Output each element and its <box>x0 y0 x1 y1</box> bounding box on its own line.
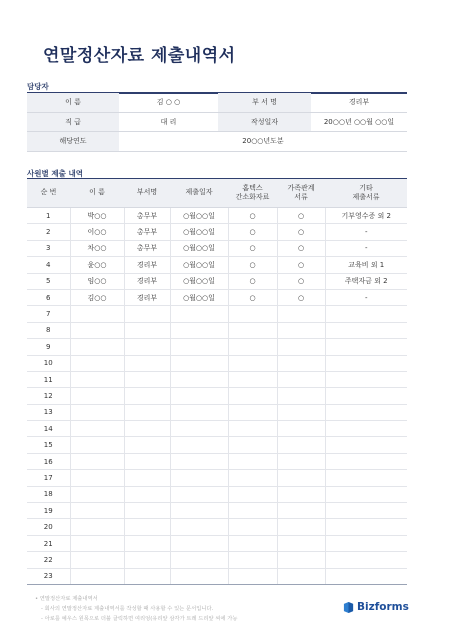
row-number: 1 <box>27 208 70 224</box>
table-row <box>27 257 407 273</box>
row-number: 13 <box>27 404 70 420</box>
family-check[interactable] <box>277 470 325 486</box>
table-row <box>27 470 407 486</box>
hometax-check[interactable] <box>228 421 277 437</box>
employee-name[interactable]: 차○○ <box>70 240 124 256</box>
family-check[interactable] <box>277 355 325 371</box>
etc-docs[interactable]: - <box>325 289 407 305</box>
manager-row-name <box>27 93 407 112</box>
manager-row-year <box>27 132 407 152</box>
date-value[interactable]: 20○○년 ○○월 ○○일 <box>311 112 407 132</box>
submit-date[interactable]: ○월○○일 <box>170 208 228 224</box>
etc-docs[interactable] <box>325 339 407 355</box>
submit-date[interactable] <box>170 437 228 453</box>
table-row <box>27 568 407 584</box>
hometax-check[interactable] <box>228 388 277 404</box>
row-number: 21 <box>27 535 70 551</box>
etc-docs[interactable] <box>325 388 407 404</box>
etc-docs[interactable] <box>325 503 407 519</box>
table-row <box>27 388 407 404</box>
family-check[interactable] <box>277 552 325 568</box>
hometax-check[interactable] <box>228 552 277 568</box>
employee-name[interactable] <box>70 355 124 371</box>
submit-date[interactable]: ○월○○일 <box>170 224 228 240</box>
submit-date[interactable] <box>170 404 228 420</box>
etc-docs[interactable] <box>325 355 407 371</box>
employee-dept[interactable]: 경리부 <box>124 257 170 273</box>
dept-label: 부 서 명 <box>218 93 311 112</box>
family-check[interactable] <box>277 453 325 469</box>
row-number: 20 <box>27 519 70 535</box>
employee-dept[interactable] <box>124 355 170 371</box>
table-row <box>27 437 407 453</box>
col-header-etc: 기타 제출서류 <box>325 179 407 208</box>
hometax-check[interactable] <box>228 339 277 355</box>
family-check[interactable]: ○ <box>277 224 325 240</box>
col-header-no: 순 번 <box>27 179 70 208</box>
employee-name[interactable] <box>70 535 124 551</box>
table-row <box>27 486 407 502</box>
etc-docs[interactable] <box>325 306 407 322</box>
employee-name[interactable]: 임○○ <box>70 273 124 289</box>
hometax-check[interactable] <box>228 371 277 387</box>
etc-docs[interactable]: - <box>325 224 407 240</box>
employee-dept[interactable] <box>124 568 170 584</box>
submit-date[interactable] <box>170 503 228 519</box>
employee-name[interactable] <box>70 339 124 355</box>
etc-docs[interactable] <box>325 421 407 437</box>
hometax-check[interactable]: ○ <box>228 240 277 256</box>
etc-docs[interactable]: 기부영수증 외 2 <box>325 208 407 224</box>
etc-docs[interactable] <box>325 486 407 502</box>
employee-dept[interactable] <box>124 339 170 355</box>
employee-name[interactable] <box>70 306 124 322</box>
table-row <box>27 404 407 420</box>
family-check[interactable] <box>277 404 325 420</box>
section-title-manager: 담당자 <box>27 82 49 91</box>
table-row <box>27 371 407 387</box>
name-value[interactable]: 김 ○ ○ <box>119 93 218 112</box>
row-number: 17 <box>27 470 70 486</box>
employee-dept[interactable]: 총무부 <box>124 208 170 224</box>
submit-date[interactable] <box>170 568 228 584</box>
submit-date[interactable] <box>170 371 228 387</box>
hometax-check[interactable]: ○ <box>228 257 277 273</box>
family-check[interactable] <box>277 306 325 322</box>
etc-docs[interactable]: 주택자금 외 2 <box>325 273 407 289</box>
employee-dept[interactable]: 경리부 <box>124 289 170 305</box>
submit-date[interactable] <box>170 470 228 486</box>
page-title: 연말정산자료 제출내역서 <box>43 46 236 66</box>
col-header-date: 제출일자 <box>170 179 228 208</box>
table-row <box>27 273 407 289</box>
row-number: 19 <box>27 503 70 519</box>
employee-name[interactable] <box>70 503 124 519</box>
row-number: 2 <box>27 224 70 240</box>
submit-date[interactable] <box>170 355 228 371</box>
submit-date[interactable]: ○월○○일 <box>170 257 228 273</box>
manager-info-table <box>27 93 407 152</box>
employee-dept[interactable]: 경리부 <box>124 273 170 289</box>
row-number: 12 <box>27 388 70 404</box>
hometax-check[interactable] <box>228 306 277 322</box>
submit-date[interactable] <box>170 306 228 322</box>
year-label: 해당연도 <box>27 132 119 152</box>
col-header-family: 가족관계 서류 <box>277 179 325 208</box>
etc-docs[interactable]: - <box>325 240 407 256</box>
etc-docs[interactable] <box>325 568 407 584</box>
row-number: 14 <box>27 421 70 437</box>
submission-table <box>27 179 407 585</box>
note-title: • 연말정산자료 제출내역서 <box>35 596 98 602</box>
hometax-check[interactable] <box>228 568 277 584</box>
name-label: 이 름 <box>27 93 119 112</box>
submit-date[interactable] <box>170 388 228 404</box>
col-header-name: 이 름 <box>70 179 124 208</box>
employee-name[interactable] <box>70 453 124 469</box>
employee-dept[interactable] <box>124 437 170 453</box>
note-line: - 회사의 연말정산자료 제출내역서를 작성할 때 사용할 수 있는 문서입니다. <box>41 606 214 612</box>
submit-date[interactable] <box>170 535 228 551</box>
row-number: 23 <box>27 568 70 584</box>
submit-date[interactable]: ○월○○일 <box>170 240 228 256</box>
submit-date[interactable] <box>170 519 228 535</box>
hometax-check[interactable] <box>228 486 277 502</box>
family-check[interactable] <box>277 339 325 355</box>
employee-name[interactable]: 박○○ <box>70 208 124 224</box>
etc-docs[interactable] <box>325 322 407 338</box>
employee-name[interactable] <box>70 519 124 535</box>
employee-dept[interactable] <box>124 453 170 469</box>
family-check[interactable]: ○ <box>277 240 325 256</box>
year-value[interactable]: 20○○년도분 <box>119 132 407 152</box>
table-row <box>27 503 407 519</box>
submit-date[interactable] <box>170 453 228 469</box>
employee-dept[interactable] <box>124 535 170 551</box>
employee-name[interactable]: 윤○○ <box>70 257 124 273</box>
table-row <box>27 552 407 568</box>
row-number: 9 <box>27 339 70 355</box>
table-row <box>27 519 407 535</box>
manager-row-position <box>27 112 407 132</box>
row-number: 10 <box>27 355 70 371</box>
employee-dept[interactable]: 총무부 <box>124 240 170 256</box>
date-label: 작성일자 <box>218 112 311 132</box>
table-row <box>27 535 407 551</box>
hometax-check[interactable]: ○ <box>228 273 277 289</box>
employee-name[interactable] <box>70 388 124 404</box>
etc-docs[interactable] <box>325 519 407 535</box>
hometax-check[interactable] <box>228 519 277 535</box>
etc-docs[interactable] <box>325 453 407 469</box>
row-number: 6 <box>27 289 70 305</box>
row-number: 22 <box>27 552 70 568</box>
employee-dept[interactable] <box>124 388 170 404</box>
family-check[interactable]: ○ <box>277 208 325 224</box>
row-number: 8 <box>27 322 70 338</box>
family-check[interactable] <box>277 568 325 584</box>
table-row <box>27 339 407 355</box>
hometax-check[interactable]: ○ <box>228 224 277 240</box>
employee-dept[interactable] <box>124 503 170 519</box>
employee-name[interactable] <box>70 552 124 568</box>
etc-docs[interactable] <box>325 535 407 551</box>
employee-dept[interactable] <box>124 306 170 322</box>
submit-date[interactable] <box>170 421 228 437</box>
employee-name[interactable] <box>70 404 124 420</box>
employee-name[interactable] <box>70 486 124 502</box>
employee-dept[interactable] <box>124 421 170 437</box>
table-row <box>27 224 407 240</box>
logo-text: Bizforms <box>357 601 409 613</box>
table-row <box>27 322 407 338</box>
position-label: 직 급 <box>27 112 119 132</box>
table-row <box>27 453 407 469</box>
etc-docs[interactable] <box>325 552 407 568</box>
family-check[interactable]: ○ <box>277 289 325 305</box>
logo-icon <box>343 602 354 613</box>
note-line: - 아로를 예우스 원목으로 더블 클릭하면 여리엉(유리앞 삼각가 트레 드리앞 씨에 가능 <box>41 616 238 622</box>
table-row <box>27 306 407 322</box>
submit-date[interactable]: ○월○○일 <box>170 289 228 305</box>
employee-name[interactable] <box>70 470 124 486</box>
employee-name[interactable] <box>70 437 124 453</box>
employee-dept[interactable] <box>124 470 170 486</box>
table-row <box>27 355 407 371</box>
employee-name[interactable]: 이○○ <box>70 224 124 240</box>
family-check[interactable] <box>277 421 325 437</box>
etc-docs[interactable] <box>325 437 407 453</box>
family-check[interactable] <box>277 486 325 502</box>
row-number: 5 <box>27 273 70 289</box>
employee-name[interactable] <box>70 421 124 437</box>
row-number: 16 <box>27 453 70 469</box>
family-check[interactable] <box>277 322 325 338</box>
etc-docs[interactable] <box>325 470 407 486</box>
family-check[interactable] <box>277 371 325 387</box>
section-title-list: 사원별 제출 내역 <box>27 169 83 178</box>
hometax-check[interactable] <box>228 404 277 420</box>
table-header-row <box>27 179 407 208</box>
row-number: 18 <box>27 486 70 502</box>
family-check[interactable] <box>277 519 325 535</box>
bizforms-logo <box>343 601 409 613</box>
table-row <box>27 240 407 256</box>
etc-docs[interactable] <box>325 404 407 420</box>
row-number: 7 <box>27 306 70 322</box>
row-number: 3 <box>27 240 70 256</box>
hometax-check[interactable] <box>228 355 277 371</box>
hometax-check[interactable] <box>228 437 277 453</box>
family-check[interactable] <box>277 388 325 404</box>
col-header-dept: 부서명 <box>124 179 170 208</box>
row-number: 15 <box>27 437 70 453</box>
submit-date[interactable] <box>170 552 228 568</box>
employee-name[interactable] <box>70 322 124 338</box>
hometax-check[interactable] <box>228 322 277 338</box>
family-check[interactable] <box>277 535 325 551</box>
row-number: 4 <box>27 257 70 273</box>
table-row <box>27 208 407 224</box>
employee-name[interactable] <box>70 371 124 387</box>
employee-name[interactable] <box>70 568 124 584</box>
submit-date[interactable] <box>170 486 228 502</box>
family-check[interactable] <box>277 437 325 453</box>
employee-dept[interactable] <box>124 371 170 387</box>
dept-value[interactable]: 경리부 <box>311 93 407 112</box>
submit-date[interactable]: ○월○○일 <box>170 273 228 289</box>
hometax-check[interactable] <box>228 535 277 551</box>
submit-date[interactable] <box>170 339 228 355</box>
family-check[interactable] <box>277 503 325 519</box>
employee-dept[interactable] <box>124 322 170 338</box>
employee-dept[interactable] <box>124 486 170 502</box>
position-value[interactable]: 대 리 <box>119 112 218 132</box>
family-check[interactable]: ○ <box>277 257 325 273</box>
notes <box>35 594 237 624</box>
employee-name[interactable]: 김○○ <box>70 289 124 305</box>
hometax-check[interactable]: ○ <box>228 208 277 224</box>
hometax-check[interactable]: ○ <box>228 289 277 305</box>
row-number: 11 <box>27 371 70 387</box>
employee-dept[interactable]: 총무부 <box>124 224 170 240</box>
employee-dept[interactable] <box>124 552 170 568</box>
employee-dept[interactable] <box>124 519 170 535</box>
family-check[interactable]: ○ <box>277 273 325 289</box>
table-row <box>27 289 407 305</box>
table-row <box>27 421 407 437</box>
etc-docs[interactable]: 교육비 외 1 <box>325 257 407 273</box>
hometax-check[interactable] <box>228 470 277 486</box>
etc-docs[interactable] <box>325 371 407 387</box>
hometax-check[interactable] <box>228 453 277 469</box>
submit-date[interactable] <box>170 322 228 338</box>
col-header-hometax: 홈텍스 간소화자료 <box>228 179 277 208</box>
employee-dept[interactable] <box>124 404 170 420</box>
hometax-check[interactable] <box>228 503 277 519</box>
